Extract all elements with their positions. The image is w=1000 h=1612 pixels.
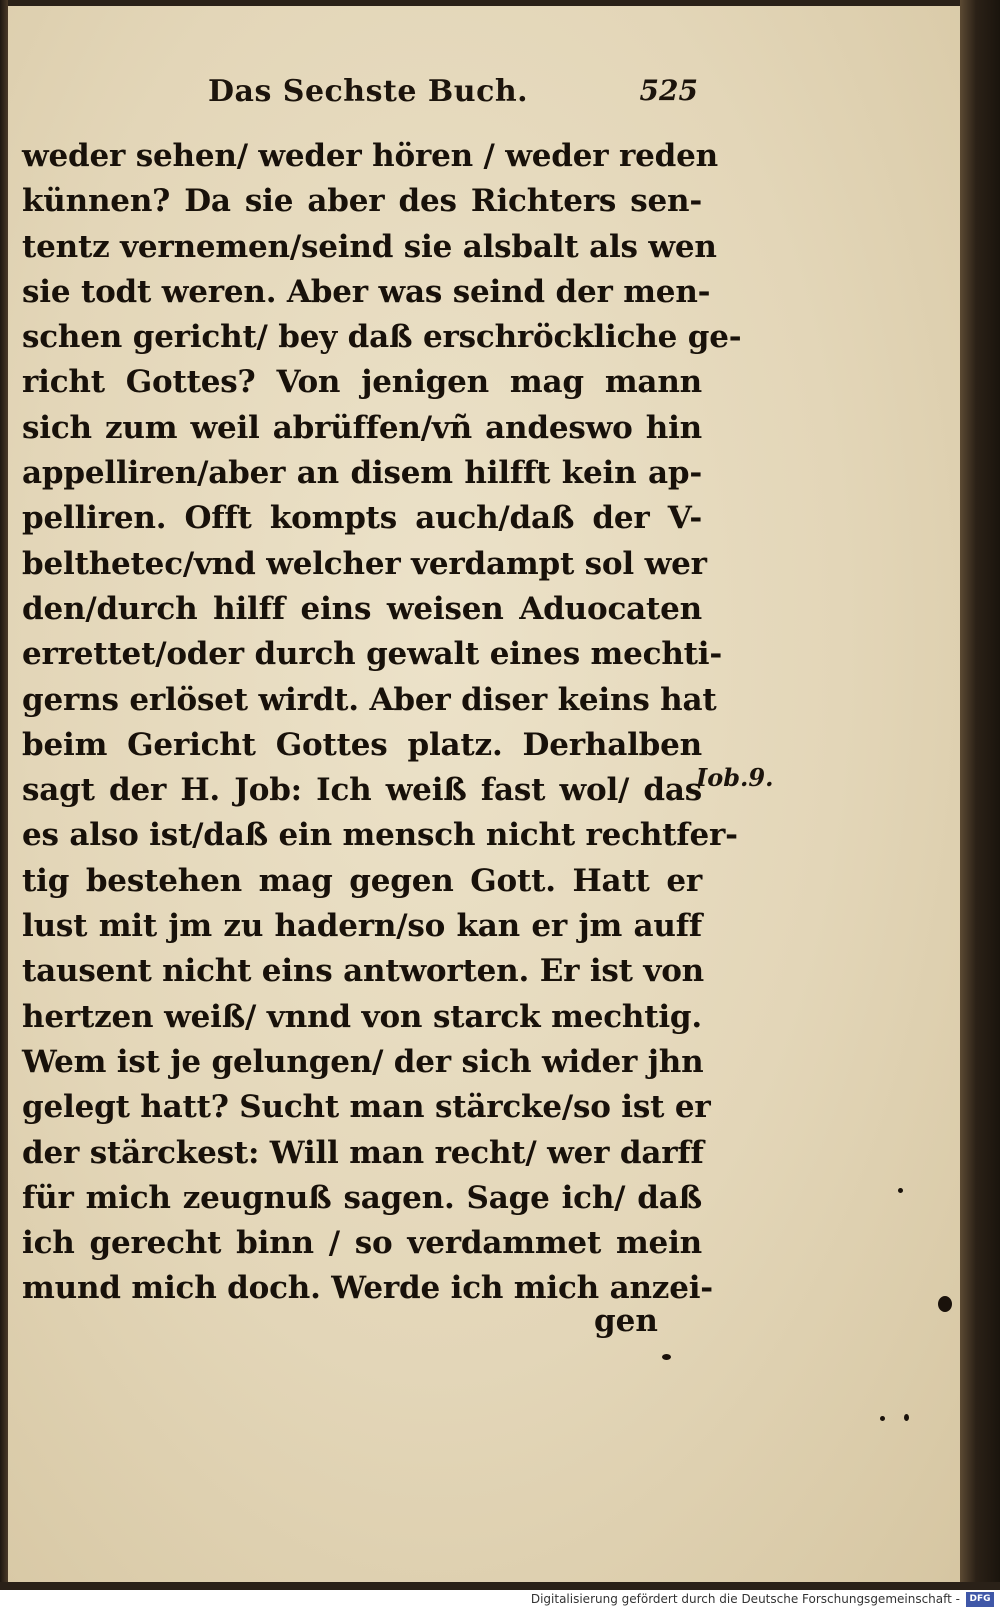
ink-speck <box>880 1416 885 1421</box>
text-line: beim Gericht Gottes platz. Derhalben <box>22 726 702 763</box>
text-line: tentz vernemen/seind sie alsbalt als wen <box>22 228 717 265</box>
text-line: schen gericht/ bey daß erschröckliche ge- <box>22 319 742 356</box>
page-header <box>208 74 698 118</box>
text-line: pelliren. Offt kompts auch/daß der V- <box>22 500 702 537</box>
text-line: errettet/oder durch gewalt eines mechti- <box>22 636 723 673</box>
text-line: der stärckest: Will man recht/ wer darff <box>22 1134 704 1171</box>
text-line: richt Gottes? Von jenigen mag mann <box>22 364 702 401</box>
ink-speck <box>904 1414 909 1421</box>
text-line: tausent nicht eins antworten. Er ist von <box>22 953 705 990</box>
text-line: belthetec/vnd welcher verdampt sol wer <box>22 545 707 582</box>
marginal-note: Iob.9. <box>696 763 774 792</box>
running-head: Das Sechste Buch. <box>208 74 529 109</box>
page-number: 525 <box>639 74 698 107</box>
catchword: gen <box>594 1303 658 1339</box>
ink-speck <box>938 1296 952 1312</box>
text-line: sich zum weil abrüffen/vñ andeswo hin <box>22 409 702 446</box>
text-line: den/durch hilff eins weisen Aduocaten <box>22 590 702 627</box>
paper-page <box>8 6 960 1582</box>
text-line: es also ist/daß ein mensch nicht rechtfer- <box>22 817 738 854</box>
text-line: für mich zeugnuß sagen. Sage ich/ daß <box>22 1179 702 1216</box>
scan-edge-left <box>0 0 8 1588</box>
footer-bar <box>0 1590 1000 1612</box>
scan-edge-bottom <box>0 1582 1000 1590</box>
text-line: lust mit jm zu hadern/so kan er jm auff <box>22 908 702 945</box>
text-line: mund mich doch. Werde ich mich anzei- <box>22 1270 713 1307</box>
scan-edge-right <box>960 0 1000 1588</box>
text-line: appelliren/aber an disem hilfft kein ap- <box>22 455 702 492</box>
text-line: Wem ist je gelungen/ der sich wider jhn <box>22 1043 704 1080</box>
ink-speck <box>898 1188 903 1193</box>
text-line: sie todt weren. Aber was seind der men- <box>22 273 711 310</box>
ink-speck <box>662 1354 671 1360</box>
dfg-logo: DFG <box>966 1592 994 1607</box>
text-line: künnen? Da sie aber des Richters sen- <box>22 183 702 220</box>
text-line: weder sehen/ weder hören / weder reden <box>22 138 719 174</box>
text-line: gelegt hatt? Sucht man stärcke/so ist er <box>22 1089 711 1126</box>
text-line: gerns erlöset wirdt. Aber diser keins hat <box>22 681 717 718</box>
text-line: sagt der H. Job: Ich weiß fast wol/ das <box>22 772 702 809</box>
text-line: ich gerecht binn / so verdammet mein <box>22 1225 702 1262</box>
funding-credit: Digitalisierung gefördert durch die Deutsche Forschungsgemeinschaft - <box>530 1592 960 1606</box>
text-line: tig bestehen mag gegen Gott. Hatt er <box>22 862 702 899</box>
text-line: hertzen weiß/ vnnd von starck mechtig. <box>22 998 702 1035</box>
